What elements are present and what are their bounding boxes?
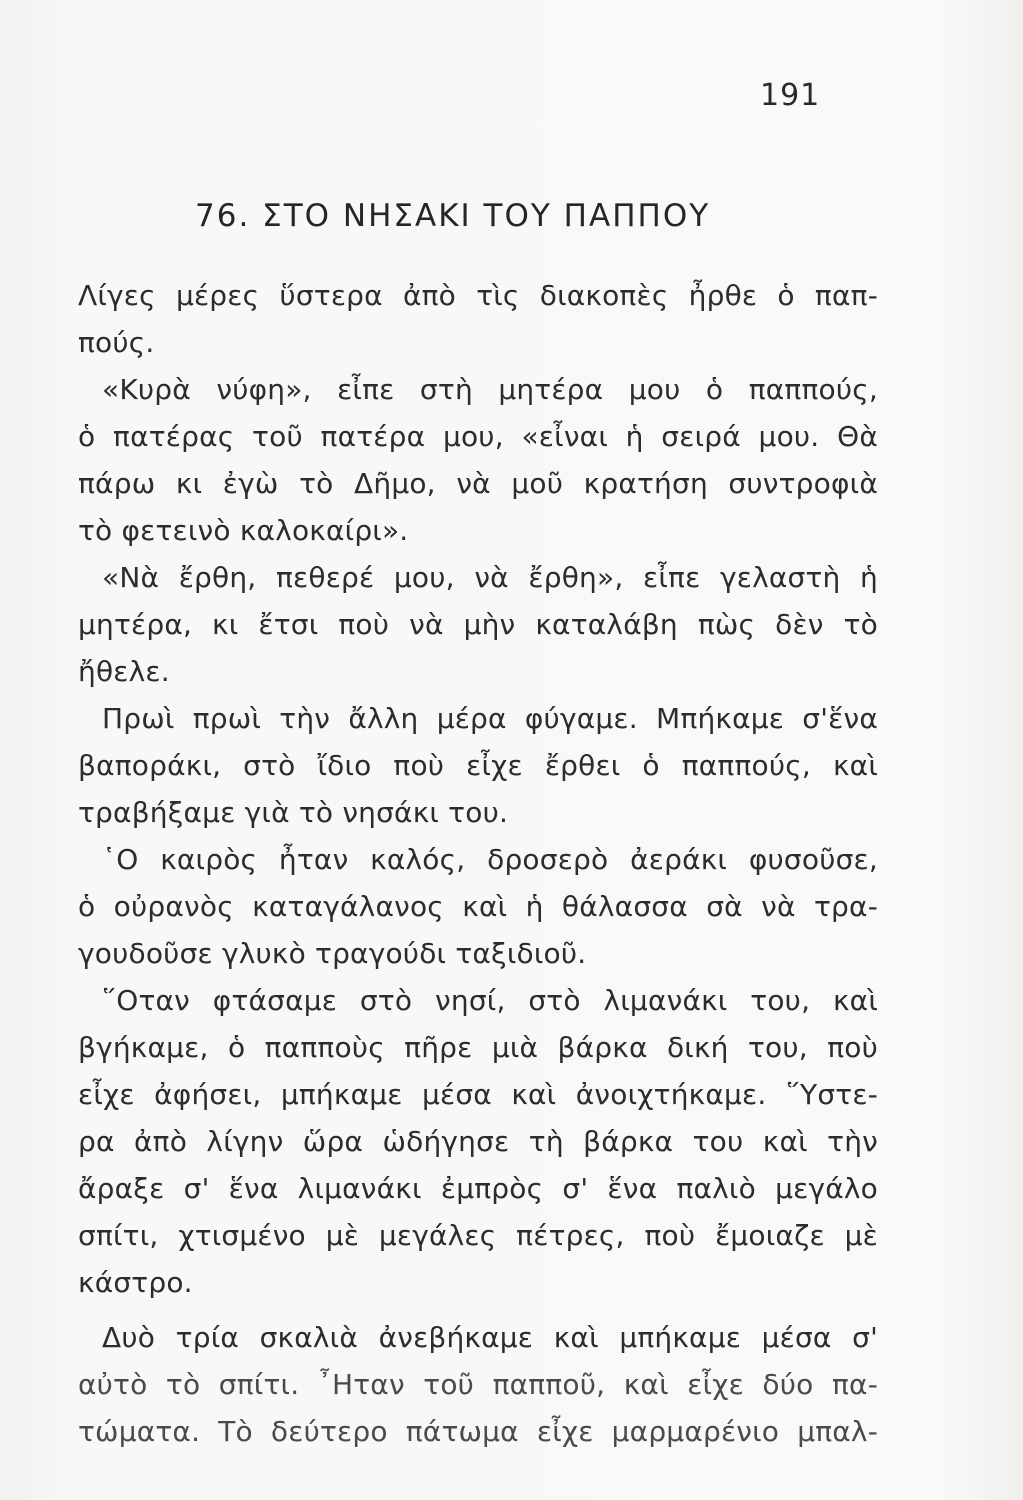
text-line: «Νὰ ἔρθη, πεθερέ μου, νὰ ἔρθη», εἶπε γελαστὴ ἡ [102, 561, 878, 594]
text-line: πάρω κι ἐγὼ τὸ Δῆμο, νὰ μοῦ κρατήση συντροφιὰ [78, 467, 878, 500]
chapter-title: 76. ΣΤΟ ΝΗΣΑΚΙ ΤΟΥ ΠΑΠΠΟΥ [195, 198, 711, 234]
text-line: σπίτι, χτισμένο μὲ μεγάλες πέτρες, ποὺ ἔμοιαζε μὲ [78, 1219, 878, 1252]
text-line: «Κυρὰ νύφη», εἶπε στὴ μητέρα μου ὁ παππούς, [102, 373, 878, 406]
text-line: αὐτὸ τὸ σπίτι. ῏Ηταν τοῦ παπποῦ, καὶ εἶχε δύο πα- [78, 1368, 878, 1401]
text-line: βγήκαμε, ὁ παπποὺς πῆρε μιὰ βάρκα δική του, ποὺ [78, 1031, 878, 1064]
text-line: Πρωὶ πρωὶ τὴν ἄλλη μέρα φύγαμε. Μπήκαμε σ'ἕνα [102, 702, 878, 735]
text-line: Λίγες μέρες ὕστερα ἀπὸ τὶς διακοπὲς ἦρθε ὁ παπ- [78, 279, 878, 312]
text-line: πούς. [78, 326, 155, 359]
body-text [78, 272, 878, 1455]
text-line: ῞Οταν φτάσαμε στὸ νησί, στὸ λιμανάκι του, καὶ [102, 984, 878, 1017]
page-number: 191 [760, 78, 821, 113]
text-line: ὁ οὐρανὸς καταγάλανος καὶ ἡ θάλασσα σὰ νὰ τρα- [78, 890, 878, 923]
text-line: τὸ φετεινὸ καλοκαίρι». [78, 514, 409, 547]
text-line: τραβήξαμε γιὰ τὸ νησάκι του. [78, 796, 509, 829]
text-line: ῾Ο καιρὸς ἦταν καλός, δροσερὸ ἀεράκι φυσοῦσε, [102, 843, 878, 876]
text-line: ὁ πατέρας τοῦ πατέρα μου, «εἶναι ἡ σειρά μου. Θὰ [78, 420, 878, 453]
text-line: ἤθελε. [78, 655, 170, 688]
text-line: βαποράκι, στὸ ἴδιο ποὺ εἶχε ἔρθει ὁ παππούς, καὶ [78, 749, 878, 782]
text-line: ἄραξε σ' ἕνα λιμανάκι ἐμπρὸς σ' ἕνα παλιὸ μεγάλο [78, 1172, 878, 1205]
text-line: ρα ἀπὸ λίγην ὥρα ὡδήγησε τὴ βάρκα του καὶ τὴν [78, 1125, 878, 1158]
text-line: κάστρο. [78, 1266, 193, 1299]
text-line: Δυὸ τρία σκαλιὰ ἀνεβήκαμε καὶ μπήκαμε μέσα σ' [102, 1321, 878, 1354]
text-line: γουδοῦσε γλυκὸ τραγούδι ταξιδιοῦ. [78, 937, 587, 970]
text-line: εἶχε ἀφήσει, μπήκαμε μέσα καὶ ἀνοιχτήκαμε. ῞Υστε- [78, 1078, 878, 1111]
text-line: μητέρα, κι ἔτσι ποὺ νὰ μὴν καταλάβη πὼς δὲν τὸ [78, 608, 878, 641]
text-line: τώματα. Τὸ δεύτερο πάτωμα εἶχε μαρμαρένιο μπαλ- [78, 1415, 878, 1448]
